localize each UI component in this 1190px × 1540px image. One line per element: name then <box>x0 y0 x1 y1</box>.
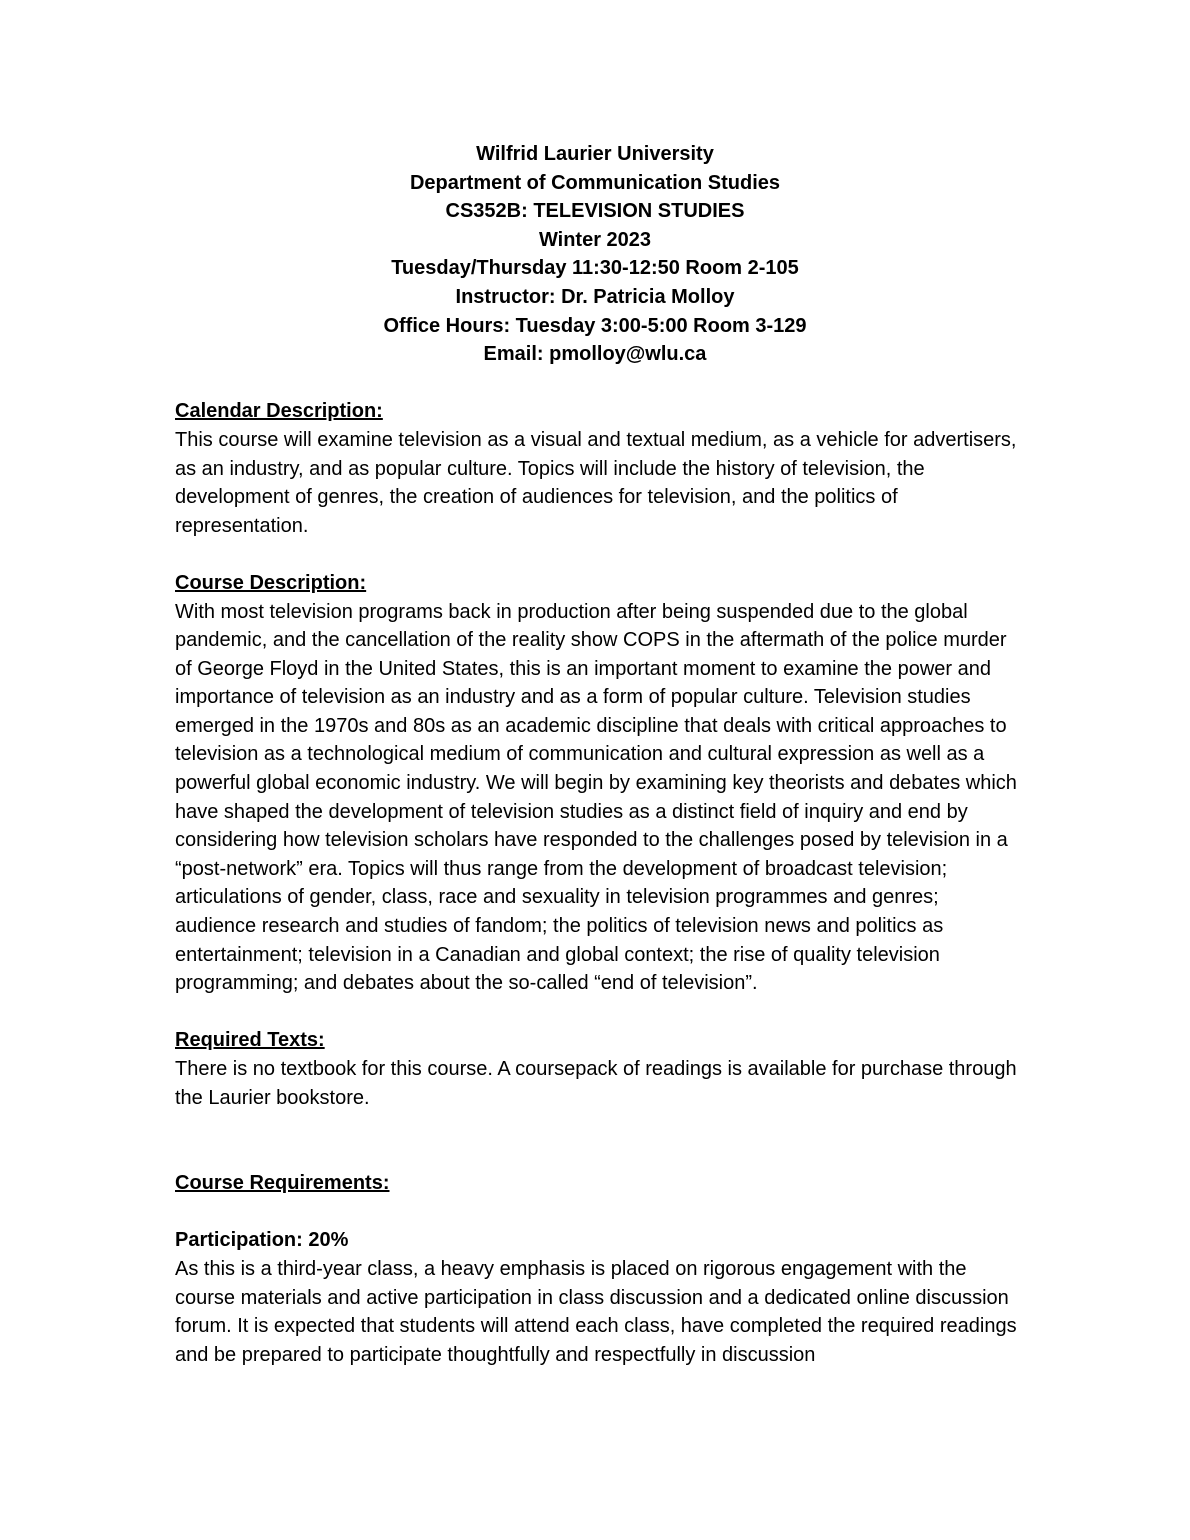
calendar-description-heading: Calendar Description: <box>175 400 383 423</box>
required-texts-body: There is no textbook for this course. A coursepack of readings is available for purchase through the Laurier bookstore. <box>175 1058 1017 1109</box>
term: Winter 2023 <box>538 228 652 251</box>
course-requirements-section <box>175 1169 1025 1369</box>
instructor-email: Email: pmolloy@wlu.ca <box>483 343 707 366</box>
course-description-heading: Course Description: <box>175 571 367 594</box>
office-hours: Office Hours: Tuesday 3:00-5:00 Room 3-129 <box>383 314 807 337</box>
required-texts-heading: Required Texts: <box>175 1029 325 1052</box>
calendar-description-section <box>175 397 1025 540</box>
course-title: CS352B: TELEVISION STUDIES <box>445 200 745 223</box>
calendar-description-body: This course will examine television as a visual and textual medium, as a vehicle for advertisers, as an industry, and as popular culture. Topics will include the history of television, the development of genres, the creation of audiences for television, and the politics of representation. <box>175 428 1017 537</box>
course-description-section <box>175 569 1025 998</box>
university-name: Wilfrid Laurier University <box>476 143 714 165</box>
spacer <box>175 998 1025 1027</box>
participation-body: As this is a third-year class, a heavy emphasis is placed on rigorous engagement with the course materials and active participation in class discussion and a dedicated online discussion forum. It is expected that students will attend each class, have completed the required readings and be prepared to participate thoughtfully and respectfully in discussion <box>175 1257 1017 1366</box>
spacer <box>175 540 1025 569</box>
instructor: Instructor: Dr. Patricia Molloy <box>455 285 735 308</box>
spacer <box>175 369 1025 398</box>
required-texts-section <box>175 1026 1025 1112</box>
spacer <box>175 1198 1025 1227</box>
course-description-body: With most television programs back in production after being suspended due to the global pandemic, and the cancellation of the reality show COPS in the aftermath of the police murder of George Floyd in the United States, this is an important moment to examine the power and importance of television as an industry and as a form of popular culture. Television studies emerged in the 1970s and 80s as an academic discipline that deals with critical approaches to television as a technological medium of communication and cultural expression as well as a powerful global economic industry. We will begin by examining key theorists and debates which have shaped the development of television studies as a distinct field of inquiry and end by considering how television scholars have responded to the challenges posed by television in a “post-network” era. Topics will thus range from the development of broadcast television; articulations of gender, class, race and sexuality in television programmes and genres; audience research and studies of fandom; the politics of television news and politics as entertainment; television in a Canadian and global context; the rise of quality television programming; and debates about the so-called “end of television”. <box>175 600 1017 995</box>
participation-heading: Participation: 20% <box>175 1229 349 1252</box>
class-schedule: Tuesday/Thursday 11:30-12:50 Room 2-105 <box>391 257 799 280</box>
syllabus-header <box>170 140 1020 369</box>
department-name: Department of Communication Studies <box>409 171 781 194</box>
document-page <box>175 140 1025 1369</box>
spacer <box>175 1112 1025 1169</box>
course-requirements-heading: Course Requirements: <box>175 1172 390 1195</box>
